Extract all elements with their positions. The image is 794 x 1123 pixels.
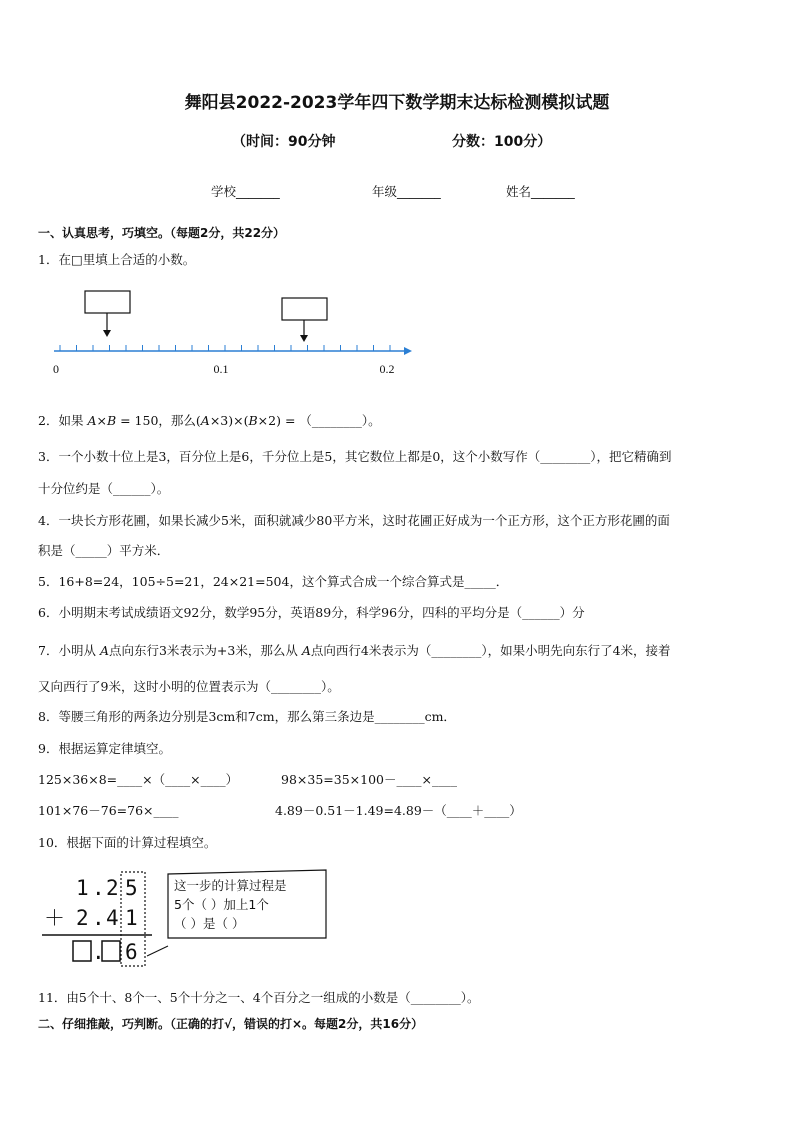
section-1-heading: 一、认真思考，巧填空。（每题2分，共22分）	[38, 226, 286, 240]
digit: 5	[125, 876, 138, 900]
blank-box-ones	[73, 941, 91, 961]
number-line-figure	[40, 285, 420, 385]
question-10: 10．根据下面的计算过程填空。	[38, 835, 217, 850]
question-6: 6．小明期末考试成绩语文92分，数学95分，英语89分，科学96分，四科的平均分是（______）分	[38, 605, 585, 620]
arrow-down-icon	[300, 335, 308, 342]
arrow-down-icon	[103, 330, 111, 337]
bubble-line-2: 5个（ ）加上1个	[174, 897, 269, 912]
question-9: 9．根据运算定律填空。	[38, 741, 171, 756]
question-3-line-2: 十分位约是（______）。	[38, 481, 170, 496]
digit: 2	[76, 906, 89, 930]
question-5: 5．16+8=24，105÷5=21，24×21=504，这个算式合成一个综合算式是_____．	[38, 574, 509, 589]
question-11: 11．由5个十、8个一、5个十分之一、4个百分之一组成的小数是（________）。	[38, 990, 480, 1005]
blank-box-tenths	[102, 941, 120, 961]
question-4-line-1: 4．一块长方形花圃，如果长减少5米，面积就减少80平方米，这时花圃正好成为一个正方形，这个正方形花圃的面	[38, 513, 670, 528]
question-7-line-1: 7．小明从 A点向东行3米表示为+3米，那么从 A点向西行4米表示为（________），如果小明先向东行了4米，接着	[38, 643, 671, 658]
digit: 1	[76, 876, 89, 900]
question-2: 2．如果 A×B = 150，那么(A×3)×(B×2) = （________）。	[38, 413, 381, 428]
plus-sign: ＋	[44, 906, 65, 930]
exam-time: （时间：90分钟	[232, 134, 336, 150]
question-3-line-1: 3．一个小数十位上是3，百分位上是6，千分位上是5，其它数位上都是0，这个小数写作（________），把它精确到	[38, 449, 672, 464]
vertical-addition-figure	[40, 862, 340, 972]
numberline-label-0-1: 0.1	[213, 362, 229, 376]
question-9-item-3: 101×76－76=76×____	[38, 803, 179, 818]
bubble-line-3: （ ）是（ ）	[174, 916, 245, 931]
numberline-label-0-2: 0.2	[379, 362, 395, 376]
decimal-point: .	[92, 876, 105, 900]
school-field: 学校_______	[211, 184, 280, 199]
answer-box-1	[85, 291, 130, 313]
digit: 1	[125, 906, 138, 930]
numberline-label-0: 0	[53, 362, 59, 376]
name-field: 姓名_______	[506, 184, 575, 199]
decimal-point: .	[92, 906, 105, 930]
decimal-point: .	[92, 940, 105, 964]
section-2-heading: 二、仔细推敲，巧判断。（正确的打√，错误的打×。每题2分，共16分）	[38, 1017, 424, 1031]
exam-score: 分数：100分）	[452, 134, 552, 150]
bubble-line-1: 这一步的计算过程是	[174, 878, 287, 893]
exam-title: 舞阳县2022-2023学年四下数学期末达标检测模拟试题	[184, 93, 610, 113]
question-4-line-2: 积是（_____）平方米．	[38, 543, 170, 558]
digit: 2	[106, 876, 119, 900]
question-8: 8．等腰三角形的两条边分别是3cm和7cm，那么第三条边是________cm．	[38, 709, 456, 724]
question-7-line-2: 又向西行了9米，这时小明的位置表示为（________）。	[38, 679, 340, 694]
question-1: 1．在□里填上合适的小数。	[38, 252, 196, 267]
question-9-item-2: 98×35=35×100－____×____	[281, 772, 457, 787]
question-9-item-4: 4.89－0.51－1.49=4.89－（____＋____）	[275, 803, 522, 818]
question-9-item-1: 125×36×8=____×（____×____）	[38, 772, 239, 787]
grade-field: 年级_______	[372, 184, 441, 199]
digit: 4	[106, 906, 119, 930]
answer-box-2	[282, 298, 327, 320]
digit: 6	[125, 940, 138, 964]
